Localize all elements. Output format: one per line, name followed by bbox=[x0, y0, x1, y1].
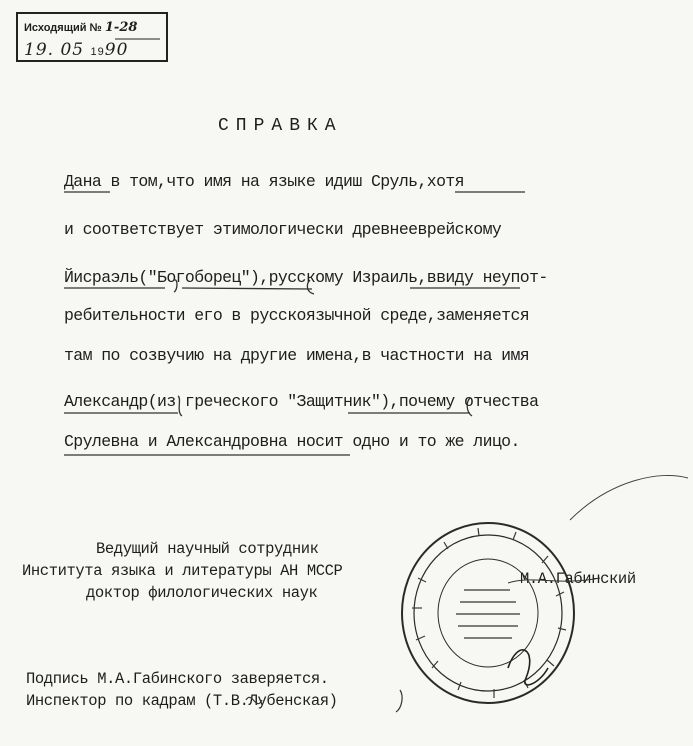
signature-certification: Подпись М.А.Габинского заверяется. bbox=[26, 670, 329, 688]
signature-institute: Института языка и литературы АН МССР bbox=[22, 562, 343, 580]
stamp-date-month: 05 bbox=[60, 40, 85, 60]
body-line-5: там по созвучию на другие имена,в частности на имя bbox=[64, 346, 530, 365]
body-line-3: Йисраэль("Богоборец"),русскому Израиль,ввиду неупот- bbox=[64, 268, 548, 287]
outgoing-number-stamp bbox=[16, 12, 168, 62]
body-line-4: ребительности его в русскоязычной среде,заменяется bbox=[64, 306, 530, 325]
stamp-number-row bbox=[24, 20, 137, 35]
signature-degree: доктор филологических наук bbox=[86, 584, 318, 602]
stamp-date-year-printed: 19 bbox=[90, 46, 105, 58]
signature-name: М.А.Габинский bbox=[520, 570, 636, 588]
stamp-date-row bbox=[24, 40, 128, 60]
stamp-date-day: 19. bbox=[24, 40, 55, 60]
body-line-6: Александр(из греческого "Защитник"),почему отчества bbox=[64, 392, 539, 411]
hr-inspector: Инспектор по кадрам (Т.В.Лубенская) bbox=[26, 692, 338, 710]
body-line-1: Дана в том,что имя на языке идиш Сруль,хотя bbox=[64, 172, 464, 191]
stamp-number: 1-28 bbox=[104, 20, 138, 35]
stamp-date-year-hand: 90 bbox=[104, 40, 129, 60]
body-line-7: Срулевна и Александровна носит одно и то же лицо. bbox=[64, 432, 520, 451]
official-round-seal bbox=[398, 518, 578, 708]
body-line-2: и соответствует этимологически древнееврейскому bbox=[64, 220, 502, 239]
signature-position: Ведущий научный сотрудник bbox=[96, 540, 319, 558]
document-title: СПРАВКА bbox=[218, 116, 343, 136]
stamp-label: Исходящий № bbox=[24, 22, 102, 34]
